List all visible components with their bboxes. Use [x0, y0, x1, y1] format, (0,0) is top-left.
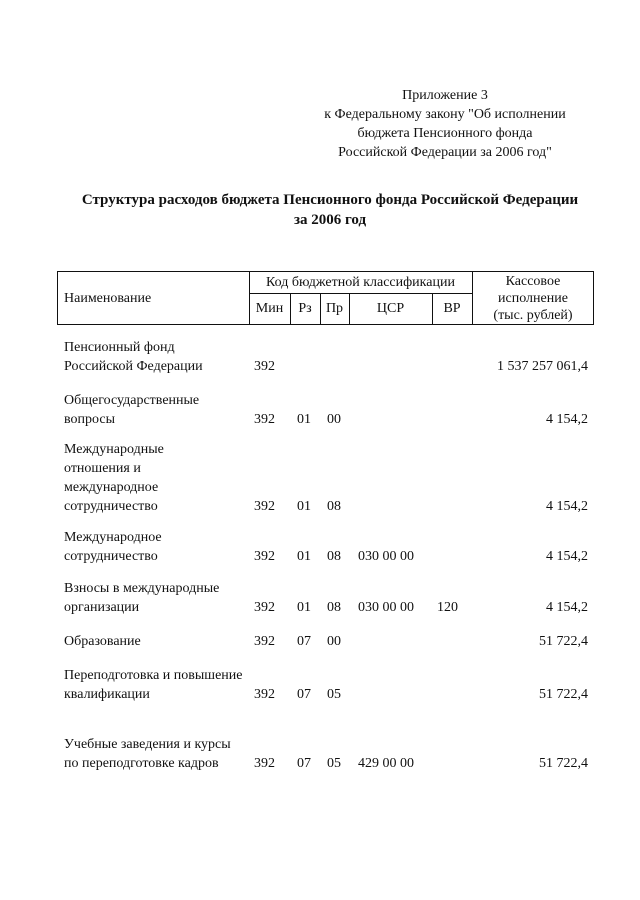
- row-pr: 08: [327, 549, 341, 564]
- header-csr: ЦСР: [376, 301, 405, 316]
- appendix-line: к Федеральному закону "Об исполнении: [324, 107, 566, 122]
- row-name: Образование: [64, 634, 141, 649]
- header-execution-line: исполнение: [498, 291, 568, 306]
- row-sum: 4 154,2: [546, 412, 588, 427]
- row-pr: 08: [327, 499, 341, 514]
- row-sum: 51 722,4: [539, 687, 588, 702]
- row-name: Учебные заведения и курсы по переподготовке кадров: [64, 737, 231, 771]
- appendix-note: [300, 86, 590, 162]
- row-rz: 07: [297, 687, 311, 702]
- appendix-line: бюджета Пенсионного фонда: [357, 126, 533, 141]
- row-sum: 51 722,4: [539, 756, 588, 771]
- row-pr: 05: [327, 687, 341, 702]
- header-execution: [472, 273, 594, 324]
- header-execution-line: Кассовое: [505, 274, 561, 289]
- row-pr: 05: [327, 756, 341, 771]
- row-name: Пенсионный фонд Российской Федерации: [64, 340, 203, 374]
- row-pr: 08: [327, 600, 341, 615]
- header-vr: ВР: [443, 301, 461, 316]
- table-header: [57, 271, 594, 325]
- row-csr: 030 00 00: [358, 549, 414, 564]
- header-name: Наименование: [64, 291, 152, 306]
- document-title: [40, 190, 620, 230]
- row-name: Общегосударственные вопросы: [64, 393, 200, 427]
- table-row: [0, 632, 640, 651]
- appendix-line: Российской Федерации за 2006 год": [338, 145, 552, 160]
- row-min: 392: [254, 359, 275, 374]
- row-csr: 429 00 00: [358, 756, 414, 771]
- header-divider: [249, 293, 472, 294]
- row-name: Международное сотрудничество: [64, 530, 162, 564]
- row-rz: 01: [297, 600, 311, 615]
- row-min: 392: [254, 549, 275, 564]
- row-rz: 07: [297, 634, 311, 649]
- table-row: [0, 528, 640, 566]
- row-rz: 07: [297, 756, 311, 771]
- header-min: Мин: [255, 301, 284, 316]
- row-min: 392: [254, 756, 275, 771]
- row-name: Взносы в международные организации: [64, 581, 220, 615]
- table-row: [0, 666, 640, 704]
- row-rz: 01: [297, 412, 311, 427]
- row-pr: 00: [327, 412, 341, 427]
- row-pr: 00: [327, 634, 341, 649]
- table-row: [0, 579, 640, 617]
- row-min: 392: [254, 634, 275, 649]
- row-sum: 4 154,2: [546, 499, 588, 514]
- row-min: 392: [254, 687, 275, 702]
- row-rz: 01: [297, 549, 311, 564]
- table-row: [0, 717, 640, 773]
- title-line: Структура расходов бюджета Пенсионного фонда Российской Федерации: [81, 192, 579, 208]
- appendix-line: Приложение 3: [402, 88, 488, 103]
- header-execution-line: (тыс. рублей): [493, 308, 573, 323]
- table-row: [0, 391, 640, 429]
- table-row: [0, 338, 640, 376]
- row-min: 392: [254, 499, 275, 514]
- header-pr: Пр: [325, 301, 344, 316]
- row-sum: 4 154,2: [546, 549, 588, 564]
- row-sum: 51 722,4: [539, 634, 588, 649]
- row-min: 392: [254, 412, 275, 427]
- title-line: за 2006 год: [293, 212, 367, 228]
- row-csr: 030 00 00: [358, 600, 414, 615]
- header-code-group: Код бюджетной классификации: [266, 275, 455, 290]
- row-min: 392: [254, 600, 275, 615]
- table-row: [0, 442, 640, 516]
- row-name: Переподготовка и повышение квалификации: [64, 668, 243, 702]
- row-vr: 120: [437, 600, 458, 615]
- row-sum: 1 537 257 061,4: [497, 359, 588, 374]
- header-rz: Рз: [298, 301, 312, 316]
- row-name: Международные отношения и международное сотрудничество: [64, 442, 164, 514]
- row-sum: 4 154,2: [546, 600, 588, 615]
- row-rz: 01: [297, 499, 311, 514]
